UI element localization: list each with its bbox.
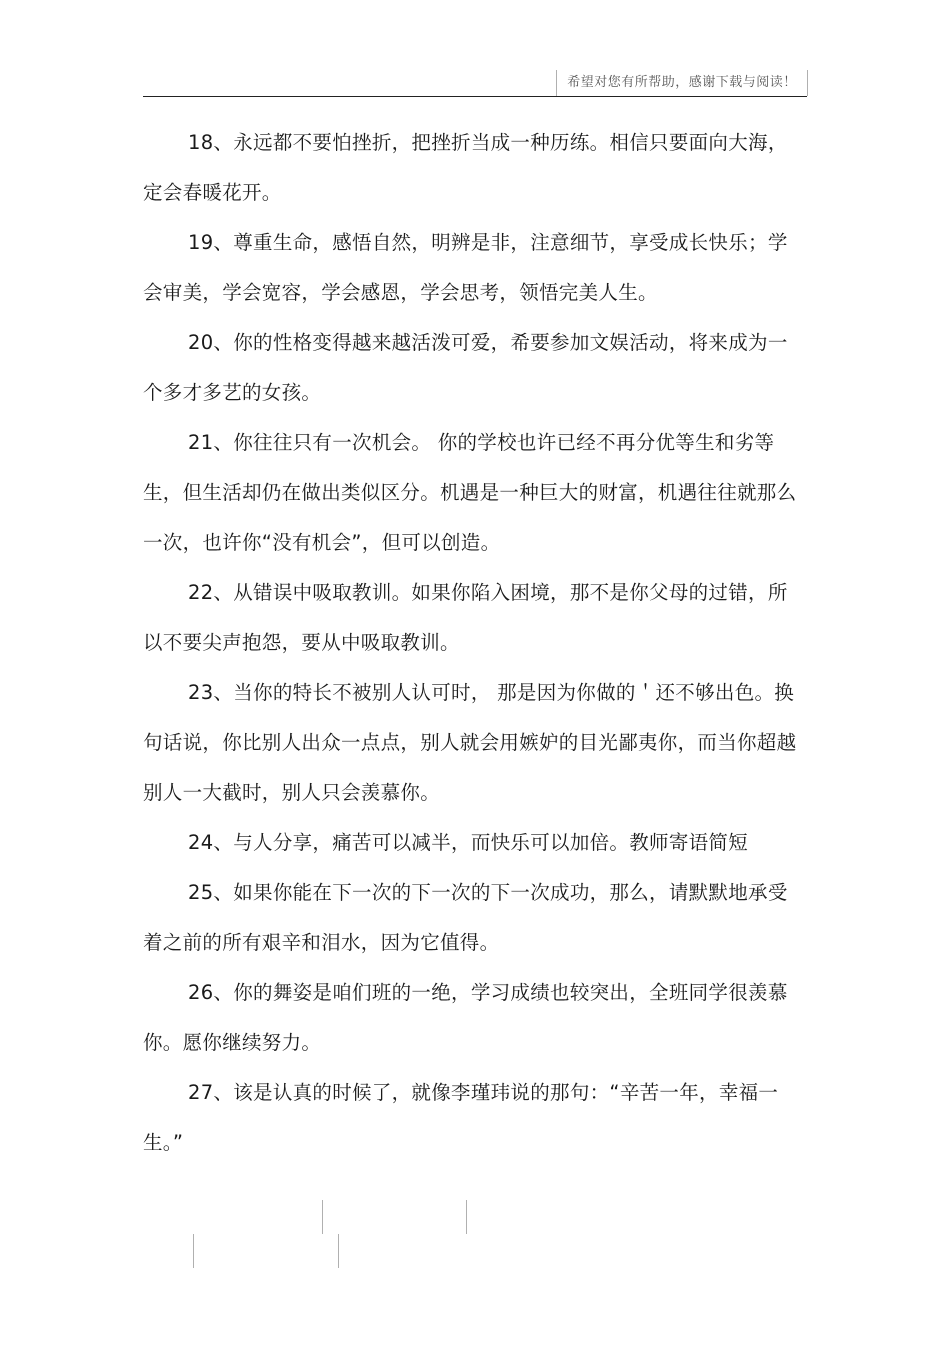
paragraph-18: 18、永远都不要怕挫折，把挫折当成一种历练。相信只要面向大海，定会春暖花开。 bbox=[143, 131, 788, 204]
decorative-line bbox=[322, 1200, 323, 1234]
header-divider bbox=[143, 96, 807, 97]
paragraph-21: 21、你往往只有一次机会。 你的学校也许已经不再分优等生和劣等生，但生活却仍在做出类似区分。机遇是一种巨大的财富，机遇往往就那么一次，也许你“没有机会”，但可以创造。 bbox=[143, 431, 797, 554]
decorative-line bbox=[338, 1234, 339, 1268]
paragraph-27: 27、该是认真的时候了，就像李瑾玮说的那句：“辛苦一年，幸福一生。” bbox=[143, 1081, 779, 1154]
decorative-line bbox=[466, 1200, 467, 1234]
paragraph-23: 23、当你的特长不被别人认可时， 那是因为你做的＇还不够出色。换句话说，你比别人出众一点点，别人就会用嫉妒的目光鄙夷你，而当你超越别人一大截时，别人只会羡慕你。 bbox=[143, 681, 797, 804]
paragraph-24: 24、与人分享，痛苦可以减半，而快乐可以加倍。教师寄语简短 bbox=[188, 831, 749, 854]
paragraph-19: 19、尊重生命，感悟自然，明辨是非，注意细节，享受成长快乐；学会审美，学会宽容，学会感恩，学会思考，领悟完美人生。 bbox=[143, 231, 788, 304]
paragraph-20: 20、你的性格变得越来越活泼可爱，希要参加文娱活动，将来成为一个多才多艺的女孩。 bbox=[143, 331, 788, 404]
paragraph-22: 22、从错误中吸取教训。如果你陷入困境，那不是你父母的过错，所以不要尖声抱怨，要从中吸取教训。 bbox=[143, 581, 788, 654]
decorative-line bbox=[193, 1234, 194, 1268]
paragraph-25: 25、如果你能在下一次的下一次的下一次成功，那么，请默默地承受着之前的所有艰辛和泪水，因为它值得。 bbox=[143, 881, 788, 954]
paragraph-26: 26、你的舞姿是咱们班的一绝，学习成绩也较突出，全班同学很羡慕你。愿你继续努力。 bbox=[143, 981, 788, 1054]
document-body bbox=[143, 118, 807, 1168]
header-note: 希望对您有所帮助，感谢下载与阅读！ bbox=[556, 70, 808, 96]
